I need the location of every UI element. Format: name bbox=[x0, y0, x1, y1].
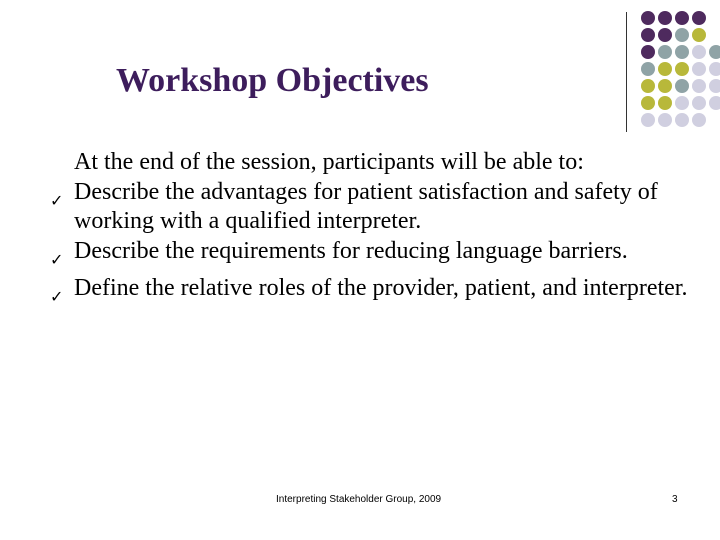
decor-dot bbox=[709, 79, 720, 93]
list-item bbox=[50, 178, 700, 237]
vertical-divider bbox=[626, 12, 627, 132]
decor-dot bbox=[658, 62, 672, 76]
decor-dot bbox=[658, 113, 672, 127]
decor-dot bbox=[641, 28, 655, 42]
bullet-text: Describe the advantages for patient satisfaction and safety of working with a qualified interpreter. bbox=[74, 178, 658, 234]
intro-text: At the end of the session, participants will be able to: bbox=[74, 149, 584, 175]
decor-dot bbox=[675, 113, 689, 127]
decor-dot bbox=[692, 11, 706, 25]
decor-dot bbox=[675, 45, 689, 59]
decor-dot bbox=[692, 113, 706, 127]
decor-dot bbox=[709, 45, 720, 59]
decor-dot bbox=[658, 96, 672, 110]
decor-dot bbox=[692, 62, 706, 76]
decor-dot bbox=[675, 28, 689, 42]
decor-dot bbox=[641, 11, 655, 25]
footer-text: Interpreting Stakeholder Group, 2009 bbox=[276, 494, 442, 505]
objectives-list bbox=[50, 148, 700, 312]
checkmark-icon: ✓ bbox=[50, 249, 64, 269]
decor-dot bbox=[675, 79, 689, 93]
decor-dot bbox=[692, 28, 706, 42]
decor-dot bbox=[658, 79, 672, 93]
decor-dot bbox=[692, 96, 706, 110]
checkmark-icon: ✓ bbox=[50, 190, 64, 210]
decor-dot bbox=[641, 45, 655, 59]
decor-dot bbox=[709, 62, 720, 76]
decor-dot bbox=[675, 62, 689, 76]
decor-dot bbox=[709, 96, 720, 110]
decor-dot bbox=[641, 79, 655, 93]
page-number: 3 bbox=[672, 494, 678, 505]
checkmark-icon: ✓ bbox=[50, 287, 64, 306]
decor-dot bbox=[692, 45, 706, 59]
decor-dot bbox=[692, 79, 706, 93]
decor-dot bbox=[641, 113, 655, 127]
slide-title: Workshop Objectives bbox=[116, 62, 429, 99]
list-item bbox=[50, 237, 700, 275]
list-item bbox=[50, 274, 700, 312]
decor-dot bbox=[658, 28, 672, 42]
bullet-text: Define the relative roles of the provider, patient, and interpreter. bbox=[74, 275, 688, 301]
decor-dot bbox=[675, 11, 689, 25]
bullet-text: Describe the requirements for reducing language barriers. bbox=[74, 237, 628, 264]
decor-dot bbox=[641, 62, 655, 76]
decor-dot bbox=[675, 96, 689, 110]
decor-dot bbox=[658, 11, 672, 25]
decor-dot bbox=[658, 45, 672, 59]
decor-dot bbox=[641, 96, 655, 110]
